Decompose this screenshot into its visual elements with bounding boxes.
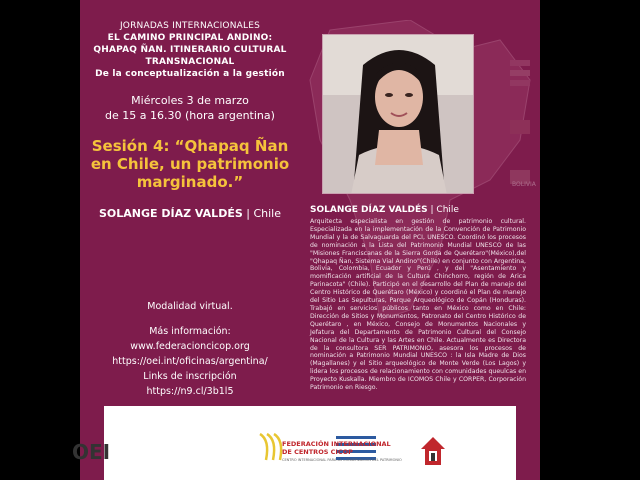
- session-line: marginado.”: [136, 173, 244, 191]
- modality: Modalidad virtual.: [147, 301, 233, 312]
- flag-stripe: [510, 80, 530, 86]
- cicop-subtitle: CENTRO INTERNACIONAL PARA LA CONSERVACIÓN DEL PATRIMONIO: [282, 458, 402, 462]
- header-line: JORNADAS INTERNACIONALES: [119, 21, 261, 31]
- header-line: QHAPAQ ÑAN. ITINERARIO CULTURAL: [93, 45, 287, 55]
- link-federacion[interactable]: www.federacioncicop.org: [130, 341, 250, 352]
- more-info: [90, 324, 290, 399]
- header-line: De la conceptualización a la gestión: [95, 69, 285, 79]
- cicop-line: DE CENTROS CICOP: [282, 448, 353, 456]
- header-line: EL CAMINO PRINCIPAL ANDINO:: [107, 33, 273, 43]
- event-info: [90, 20, 290, 221]
- flag: [510, 170, 530, 184]
- bio-separator: |: [427, 205, 437, 215]
- session-line: en Chile, un patrimonio: [90, 155, 290, 173]
- session-title: [90, 137, 290, 191]
- cicop-line: FEDERACIÓN INTERNACIONAL: [282, 440, 391, 448]
- map-label-bolivia: BOLIVIA: [512, 181, 536, 188]
- info-title: Más información:: [149, 326, 231, 337]
- speaker-separator: |: [242, 207, 254, 220]
- link-oei[interactable]: https://oei.int/oficinas/argentina/: [112, 356, 268, 367]
- header-line: TRANSNACIONAL: [145, 57, 235, 67]
- cicop-house-icon: [420, 436, 446, 466]
- event-poster: [80, 0, 540, 480]
- speaker-photo: [322, 34, 474, 194]
- bio-country: Chile: [436, 205, 459, 215]
- bio-heading: [310, 205, 459, 215]
- session-line: Sesión 4: “Qhapaq Ñan: [91, 137, 289, 155]
- event-header: [90, 20, 290, 80]
- flag: [510, 120, 530, 134]
- bio-text: Arquitecta especialista en gestión de patrimonio cultural. Especializada en la implementación de la Convención de Patrimonio Mundial y la de Salvaguarda del PCI, UNESCO. Coordinó los procesos de nominación a la Lista del Patrimonio Mundial UNESCO de las "Misiones Franciscanas de la Sierra Gorda de Querétaro"(México),del "Qhapaq Ñan, Sistema Vial Andino"(Chile) en conjunto con Argentina, Bolivia, Colombia, Ecuador y Perú , y del "Asentamiento y momificación artificial de la Cultura Chinchorro, región de Arica Parinacota" (Chile). Participó en el desarrollo del Plan de manejo del Centro Histórico de Querétaro (México) y coordinó el Plan de manejo del Sitio Las Sepulturas, Parque Arqueológico de Copán (Honduras). Trabajó en servicios públicos tanto en México como en Chile: Dirección de Sitios y Monumentos, Patronato del Centro Histórico de Querétaro , en México, Consejo de Monumentos Nacionales y Jefatura del Departamento de Patrimonio Cultural del Consejo Nacional de la Cultura y las Artes en Chile. Actualmente es Directora de la consultora SER PATRIMONIO, asesora los procesos de nominación a Patrimonio Mundial UNESCO : la Isla Madre de Dios (Magallanes) y el Sitio arqueológico de Monte Verde (Los Lagos) y lidera los procesos de relacionamiento con comunidades queulcas en Proyecto Kuskalla. Miembro de ICOMOS Chile y CORPER, Corporación Patrimonio en Riesgo.: [310, 218, 526, 392]
- date-line: Miércoles 3 de marzo: [131, 94, 249, 107]
- speaker-label: [90, 207, 290, 221]
- time-line: de 15 a 16.30 (hora argentina): [105, 109, 275, 122]
- oei-logo-text: OEI: [72, 440, 111, 464]
- flag-stripe: [510, 70, 530, 76]
- bio-name: SOLANGE DÍAZ VALDÉS: [310, 205, 428, 215]
- link-registration[interactable]: https://n9.cl/3b1l5: [146, 386, 234, 397]
- event-date: [90, 93, 290, 123]
- speaker-name: SOLANGE DÍAZ VALDÉS: [98, 207, 243, 220]
- speaker-country: Chile: [253, 207, 282, 220]
- registration-title: Links de inscripción: [143, 371, 237, 382]
- flag-stripe: [510, 60, 530, 66]
- cicop-logo-text: [282, 440, 391, 456]
